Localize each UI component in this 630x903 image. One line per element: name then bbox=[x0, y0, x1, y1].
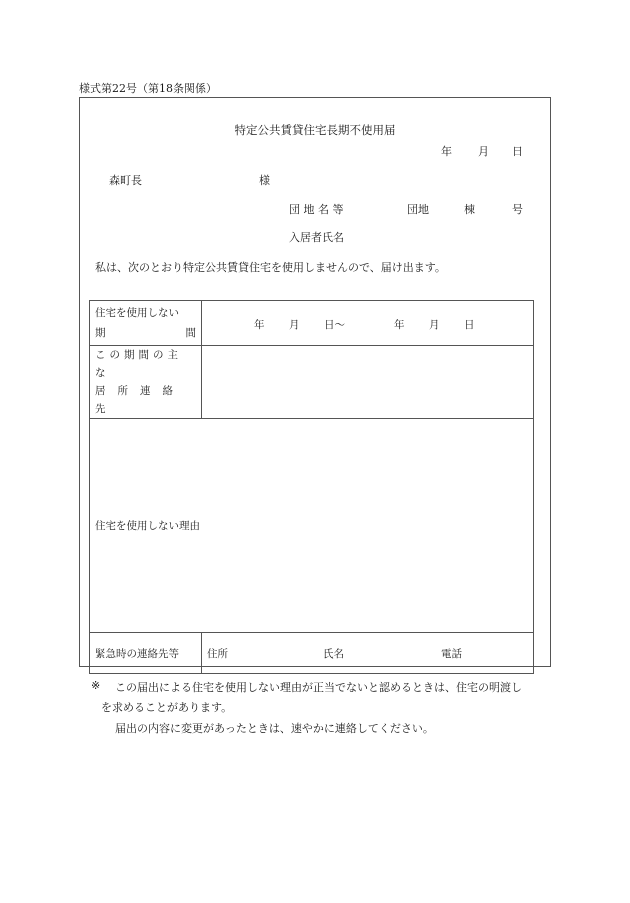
form-number: 様式第22号（第18条関係） bbox=[79, 82, 217, 95]
table-row-period bbox=[90, 301, 534, 346]
statement: 私は、次のとおり特定公共賃貸住宅を使用しませんので、届け出ます。 bbox=[95, 261, 446, 274]
period-from-day: 日～ bbox=[324, 319, 345, 331]
emergency-value-cell[interactable] bbox=[202, 633, 534, 674]
period-label-kan: 間 bbox=[185, 327, 196, 339]
building-unit: 棟 bbox=[464, 203, 475, 216]
period-label-ki: 期 bbox=[95, 327, 106, 339]
danchi-label: 団 地 名 等 bbox=[289, 203, 344, 216]
period-label-cell bbox=[90, 301, 202, 346]
period-from-month: 月 bbox=[289, 319, 300, 331]
note-mark: ※ bbox=[91, 679, 101, 692]
note-line2: を求めることがあります。 bbox=[101, 701, 233, 714]
addressee-name: 森町長 bbox=[109, 174, 142, 187]
table-row-contact bbox=[90, 346, 534, 419]
table-row-reason bbox=[90, 419, 534, 633]
date-year: 年 bbox=[441, 145, 452, 158]
contact-value-cell[interactable] bbox=[202, 346, 534, 419]
emergency-label: 緊急時の連絡先等 bbox=[95, 647, 179, 660]
note-line1: この届出による住宅を使用しない理由が正当でないと認めるときは、住宅の明渡し bbox=[115, 681, 522, 694]
emergency-label-cell bbox=[90, 633, 202, 674]
contact-label-line2: 居所連絡先 bbox=[95, 385, 185, 415]
note-line3: 届出の内容に変更があったときは、速やかに連絡してください。 bbox=[115, 722, 434, 735]
reason-cell[interactable] bbox=[90, 419, 534, 633]
emergency-name-label: 氏名 bbox=[323, 648, 344, 660]
emergency-phone-label: 電話 bbox=[441, 648, 462, 660]
form-title: 特定公共賃貸住宅長期不使用届 bbox=[234, 123, 396, 137]
period-to-month: 月 bbox=[429, 319, 440, 331]
addressee-honorific: 様 bbox=[259, 174, 270, 187]
table-row-emergency bbox=[90, 633, 534, 674]
period-to-day: 日 bbox=[464, 319, 475, 331]
period-to-year: 年 bbox=[394, 319, 405, 331]
period-from-year: 年 bbox=[254, 319, 265, 331]
date-month: 月 bbox=[478, 145, 489, 158]
period-label-line1: 住宅を使用しない bbox=[95, 307, 179, 319]
resident-name-label: 入居者氏名 bbox=[289, 231, 344, 244]
contact-label-line1: この期間の主な bbox=[95, 349, 182, 379]
emergency-address-label: 住所 bbox=[207, 648, 228, 660]
contact-label-cell bbox=[90, 346, 202, 419]
room-unit: 号 bbox=[512, 203, 523, 216]
notice-table bbox=[89, 300, 534, 674]
period-value-cell[interactable] bbox=[202, 301, 534, 346]
reason-label: 住宅を使用しない理由 bbox=[95, 520, 200, 532]
danchi-unit: 団地 bbox=[407, 203, 429, 216]
date-day: 日 bbox=[512, 145, 523, 158]
